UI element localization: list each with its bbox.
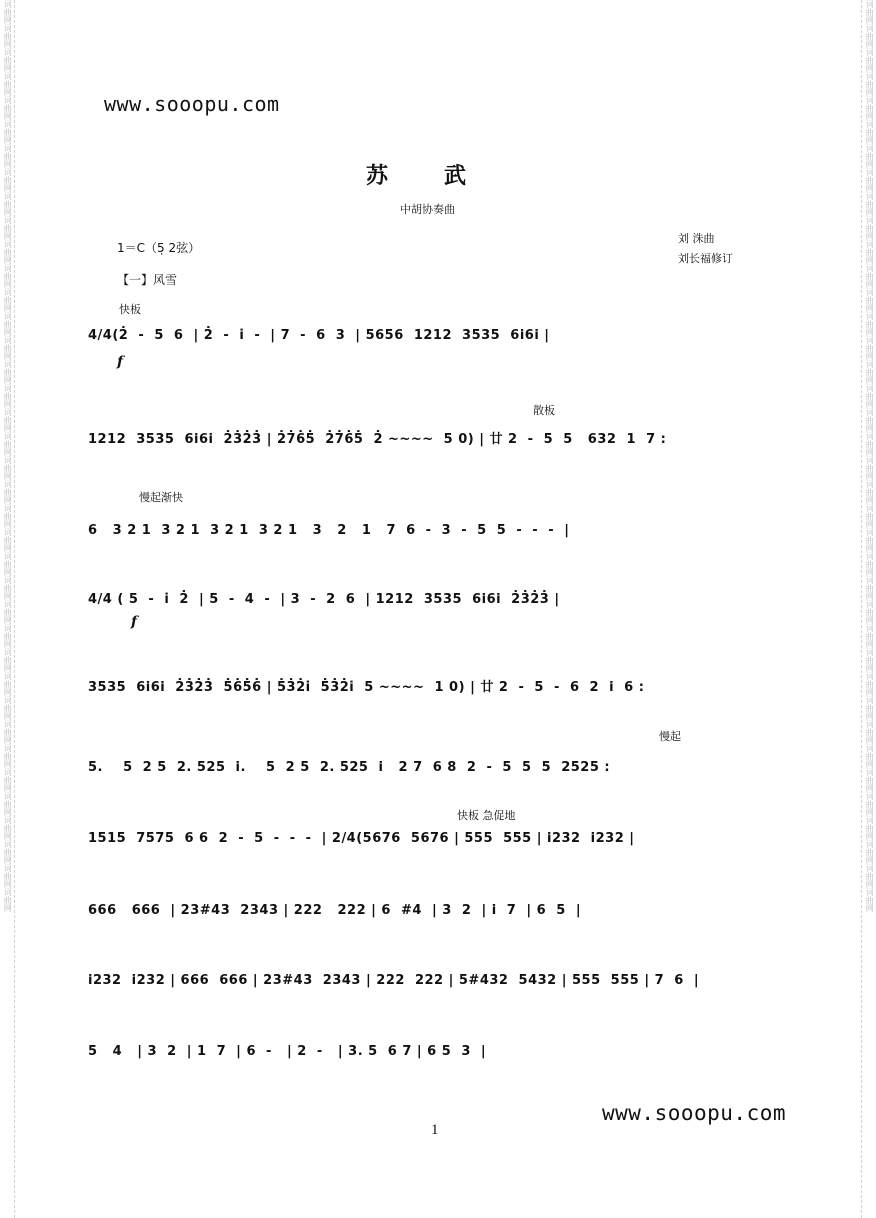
score-subtitle: 中胡协奏曲	[400, 203, 455, 216]
dynamic-marking: f	[131, 614, 138, 630]
score-title: 苏武	[366, 163, 523, 189]
tempo-mark: 散板	[533, 404, 555, 417]
score-line: 5. 5 2 5 2. 525 i. 5 2 5 2. 525 i 2 7 6 8 2 - 5 5 5 2525 :	[88, 760, 611, 775]
score-line: 5 4 | 3 2 | 1 7 | 6 - | 2 - | 3. 5 6 7 | 6 5 3 |	[88, 1044, 487, 1059]
score-line: 4/4 ( 5 - i̇ 2̇ | 5 - 4 - | 3 - 2 6 | 1212 3535 6i6i 2̇3̇2̇3̇ |	[88, 592, 560, 607]
score-line: 1212 3535 6i6i 2̇3̇2̇3̇ | 2̇7̇6̇5̇ 2̇7̇6̇5̇ 2̇ ~~~~ 5 0) | 廿 2 - 5 5 632 1 7 :	[88, 432, 667, 447]
page-number: 1	[431, 1122, 439, 1138]
left-watermark-text: 词曲网词曲网词曲网词曲网词曲网词曲网词曲网词曲网词曲网词曲网词曲网词曲网词曲网词曲网词曲网词曲网词曲网词曲网词曲网词曲网词曲网词曲网词曲网词曲网词曲网词曲网词曲网词曲网词曲网词曲网词曲网词曲网词曲网词曲网词曲网词曲网词曲网词曲网	[3, 0, 13, 912]
score-line: 4/4(2̇ - 5 6 | 2̇ - i̇ - | 7 - 6 3 | 5656 1212 3535 6i6i |	[88, 328, 550, 343]
right-watermark-text: 词曲网词曲网词曲网词曲网词曲网词曲网词曲网词曲网词曲网词曲网词曲网词曲网词曲网词曲网词曲网词曲网词曲网词曲网词曲网词曲网词曲网词曲网词曲网词曲网词曲网词曲网词曲网词曲网词曲网词曲网词曲网词曲网词曲网词曲网词曲网词曲网词曲网词曲网	[865, 0, 875, 912]
tempo-mark: 快板 急促地	[457, 809, 516, 822]
score-line: 3535 6i6i 2̇3̇2̇3̇ 5̇6̇5̇6̇ | 5̇3̇2̇i̇ 5̇3̇2̇i̇ 5 ~~~~ 1 0) | 廿 2 - 5 - 6 2 i 6 :	[88, 680, 645, 695]
tempo-mark: 快板	[119, 303, 141, 316]
key-signature: 1＝C（5̣ 2弦）	[117, 241, 201, 255]
tempo-mark: 慢起	[659, 730, 681, 743]
score-line: 1515 7575 6 6 2 - 5 - - - | 2/4(5676 5676 | 555 555 | i232 i232 |	[88, 831, 635, 846]
score-line: 666 666 | 23#43 2343 | 222 222 | 6 #4 | 3 2 | i 7 | 6 5 |	[88, 903, 582, 918]
site-url-top: www.sooopu.com	[104, 92, 280, 116]
site-url-bottom: www.sooopu.com	[602, 1101, 787, 1125]
reviser-credit: 刘长福修订	[678, 252, 733, 265]
composer-credit: 刘 洙曲	[678, 232, 715, 245]
dynamic-marking: f	[117, 354, 124, 370]
section-label: 【一】风雪	[117, 273, 178, 287]
tempo-mark: 慢起渐快	[139, 491, 183, 504]
score-line: i232 i232 | 666 666 | 23#43 2343 | 222 222 | 5#432 5432 | 555 555 | 7 6 |	[88, 973, 700, 988]
left-margin-watermark	[0, 0, 15, 1218]
score-line: 6 3 2 1 3 2 1 3 2 1 3 2 1 3 2 1 7 6 - 3 - 5 5 - - - |	[88, 523, 570, 538]
right-margin-watermark	[861, 0, 876, 1218]
